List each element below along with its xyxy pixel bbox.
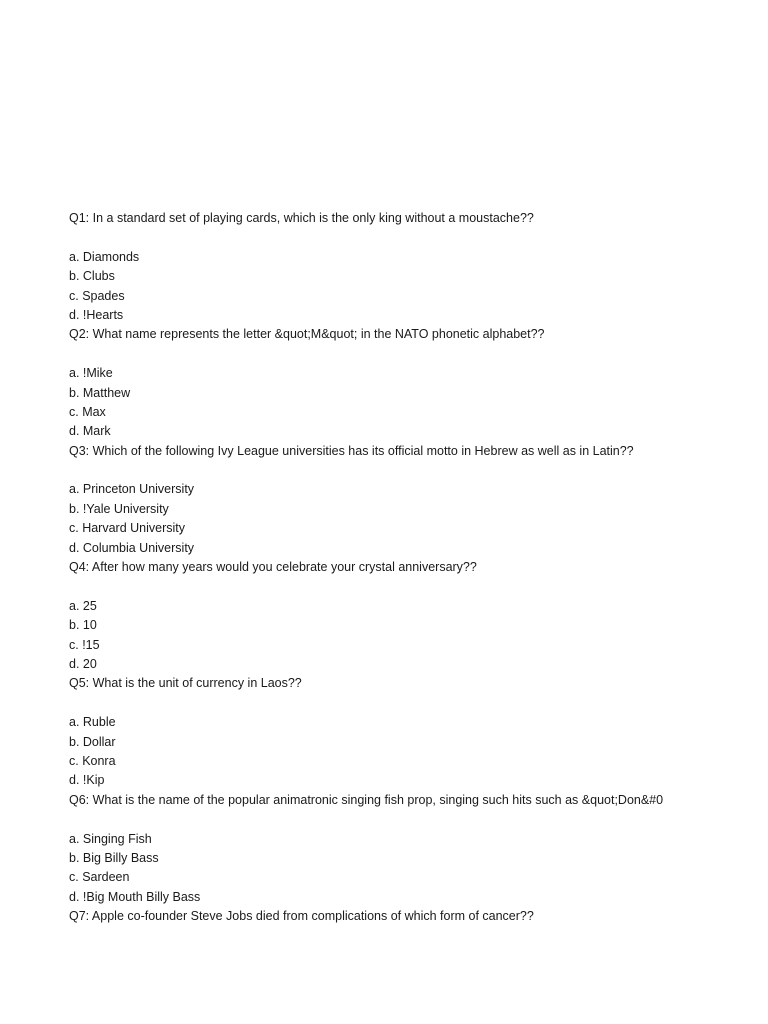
question-block bbox=[69, 442, 674, 558]
answer-option: a. Princeton University bbox=[69, 482, 195, 497]
quiz-content bbox=[69, 209, 674, 926]
spacer bbox=[69, 345, 674, 364]
question-text: Q3: Which of the following Ivy League universities has its official motto in Hebrew as well as in Latin?? bbox=[69, 443, 634, 458]
spacer bbox=[69, 694, 674, 713]
answer-option: c. Spades bbox=[69, 288, 125, 303]
answer-option: d. !Hearts bbox=[69, 307, 124, 322]
spacer bbox=[69, 577, 674, 596]
answer-option: a. Ruble bbox=[69, 715, 116, 730]
question-block bbox=[69, 674, 674, 790]
answer-option: d. 20 bbox=[69, 656, 97, 671]
question-block bbox=[69, 791, 674, 907]
answer-option: d. Mark bbox=[69, 424, 111, 439]
answer-option: c. Konra bbox=[69, 753, 116, 768]
answer-option: c. Sardeen bbox=[69, 870, 130, 885]
question-block bbox=[69, 325, 674, 441]
answer-option: a. Diamonds bbox=[69, 249, 140, 264]
answer-option: c. Max bbox=[69, 404, 106, 419]
answer-option: b. Dollar bbox=[69, 734, 116, 749]
answer-option: a. 25 bbox=[69, 598, 97, 613]
question-text: Q5: What is the unit of currency in Laos?? bbox=[69, 676, 302, 691]
answer-option: b. Clubs bbox=[69, 269, 115, 284]
question-text: Q1: In a standard set of playing cards, which is the only king without a moustache?? bbox=[69, 211, 534, 225]
spacer bbox=[69, 228, 674, 247]
question-block bbox=[69, 209, 674, 325]
question-text: Q6: What is the name of the popular animatronic singing fish prop, singing such hits such as &quot;Don&#0 bbox=[69, 792, 664, 807]
question-text: Q2: What name represents the letter &quot;M&quot; in the NATO phonetic alphabet?? bbox=[69, 327, 545, 342]
question-block bbox=[69, 907, 674, 926]
answer-option: b. Big Billy Bass bbox=[69, 850, 159, 865]
question-text: Q7: Apple co-founder Steve Jobs died from complications of which form of cancer?? bbox=[69, 909, 534, 924]
question-text: Q4: After how many years would you celebrate your crystal anniversary?? bbox=[69, 560, 477, 575]
answer-option: c. !15 bbox=[69, 637, 100, 652]
answer-option: d. Columbia University bbox=[69, 540, 195, 555]
answer-option: c. Harvard University bbox=[69, 521, 185, 536]
question-block bbox=[69, 558, 674, 674]
answer-option: d. !Kip bbox=[69, 773, 105, 788]
answer-option: b. !Yale University bbox=[69, 501, 169, 516]
answer-option: b. Matthew bbox=[69, 385, 131, 400]
answer-option: a. !Mike bbox=[69, 366, 113, 381]
spacer bbox=[69, 461, 674, 480]
answer-option: b. 10 bbox=[69, 618, 97, 633]
answer-option: a. Singing Fish bbox=[69, 831, 152, 846]
answer-option: d. !Big Mouth Billy Bass bbox=[69, 889, 201, 904]
spacer bbox=[69, 810, 674, 829]
